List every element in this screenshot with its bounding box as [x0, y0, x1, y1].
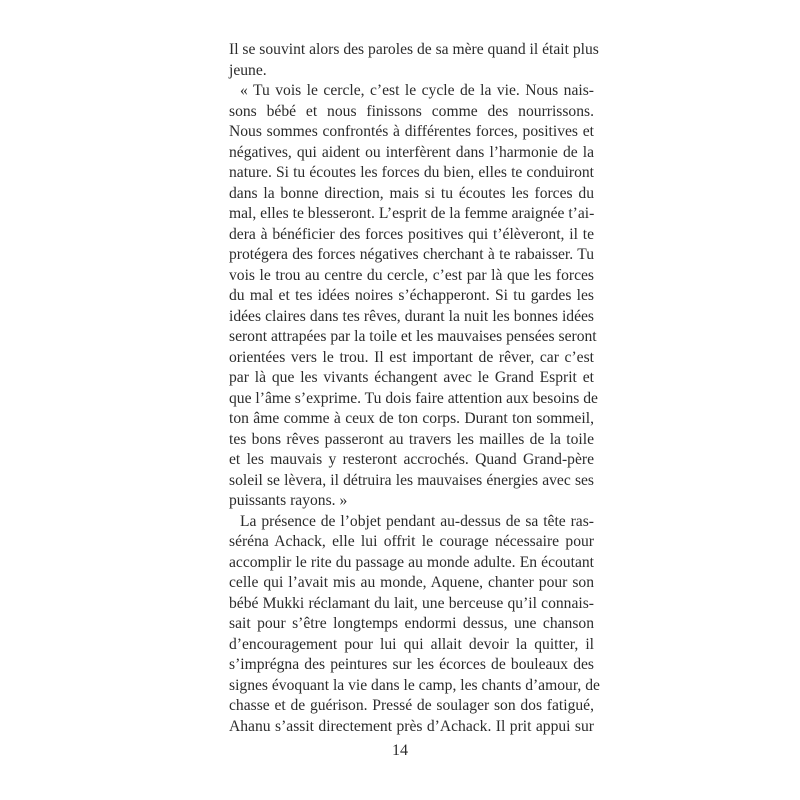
- text-line: signes évoquant la vie dans le camp, les chants d’amour, de: [229, 676, 600, 694]
- text-line: idées claires dans tes rêves, durant la nuit les bonnes idées: [229, 307, 594, 325]
- text-line: sons bébé et nous finissons comme des nourrissons.: [229, 102, 594, 120]
- text-line: et les mauvais y resteront accrochés. Quand Grand-père: [229, 451, 594, 468]
- text-line: du mal et tes idées noires s’échapperont. Si tu gardes les: [229, 287, 594, 304]
- text-line: que l’âme s’exprime. Tu dois faire attention aux besoins de: [229, 389, 598, 407]
- text-line: s’imprégna des peintures sur les écorces de bouleaux des: [229, 656, 594, 673]
- text-line: vois le trou au centre du cercle, c’est par là que les forces: [229, 266, 594, 284]
- text-line: Ahanu s’assit directement près d’Achack. Il prit appui sur: [229, 717, 594, 735]
- text-line: séréna Achack, elle lui offrit le courage nécessaire pour: [229, 533, 594, 550]
- text-line: tes bons rêves passeront au travers les mailles de la toile: [229, 430, 594, 448]
- text-line: chasse et de guérison. Pressé de soulager son dos fatigué,: [229, 697, 594, 714]
- text-line: protégera des forces négatives cherchant à te rabaisser. Tu: [229, 246, 594, 263]
- text-line: bébé Mukki réclamant du lait, une berceuse qu’il connais-: [229, 594, 594, 612]
- text-line: celle qui l’avait mis au monde, Aquene, chanter pour son: [229, 574, 594, 591]
- text-line: puissants rayons. »: [229, 492, 348, 509]
- text-line: d’encouragement pour lui qui allait devoir la quitter, il: [229, 635, 594, 653]
- text-line: seront attrapées par la toile et les mauvaises pensées seront: [229, 328, 597, 345]
- text-line: jeune.: [229, 61, 267, 79]
- body-text: [229, 40, 600, 737]
- text-line: orientées vers le trou. Il est important de rêver, car c’est: [229, 348, 594, 366]
- text-line: « Tu vois le cercle, c’est le cycle de la vie. Nous nais-: [240, 82, 594, 99]
- text-line: accomplir le rite du passage au monde adulte. En écoutant: [229, 553, 594, 571]
- page-number: 14: [392, 742, 408, 759]
- text-line: négatives, qui aident ou interfèrent dans l’harmonie de la: [229, 143, 594, 161]
- text-line: sait pour s’être longtemps endormi dessus, une chanson: [229, 615, 594, 632]
- text-line: ton âme comme à ceux de ton corps. Durant ton sommeil,: [229, 410, 594, 427]
- text-line: Il se souvint alors des paroles de sa mère quand il était plus: [229, 41, 599, 58]
- text-line: nature. Si tu écoutes les forces du bien, elles te conduiront: [229, 164, 594, 181]
- text-line: La présence de l’objet pendant au-dessus de sa tête ras-: [240, 512, 594, 530]
- text-line: soleil se lèvera, il détruira les mauvaises énergies avec ses: [229, 471, 594, 489]
- text-line: mal, elles te blesseront. L’esprit de la femme araignée t’ai-: [229, 205, 595, 222]
- text-line: par là que les vivants échangent avec le Grand Esprit et: [229, 369, 594, 386]
- text-line: dans la bonne direction, mais si tu écoutes les forces du: [229, 184, 594, 202]
- text-line: Nous sommes confrontés à différentes forces, positives et: [229, 123, 594, 140]
- text-line: dera à bénéficier des forces positives qui t’élèveront, il te: [229, 225, 594, 243]
